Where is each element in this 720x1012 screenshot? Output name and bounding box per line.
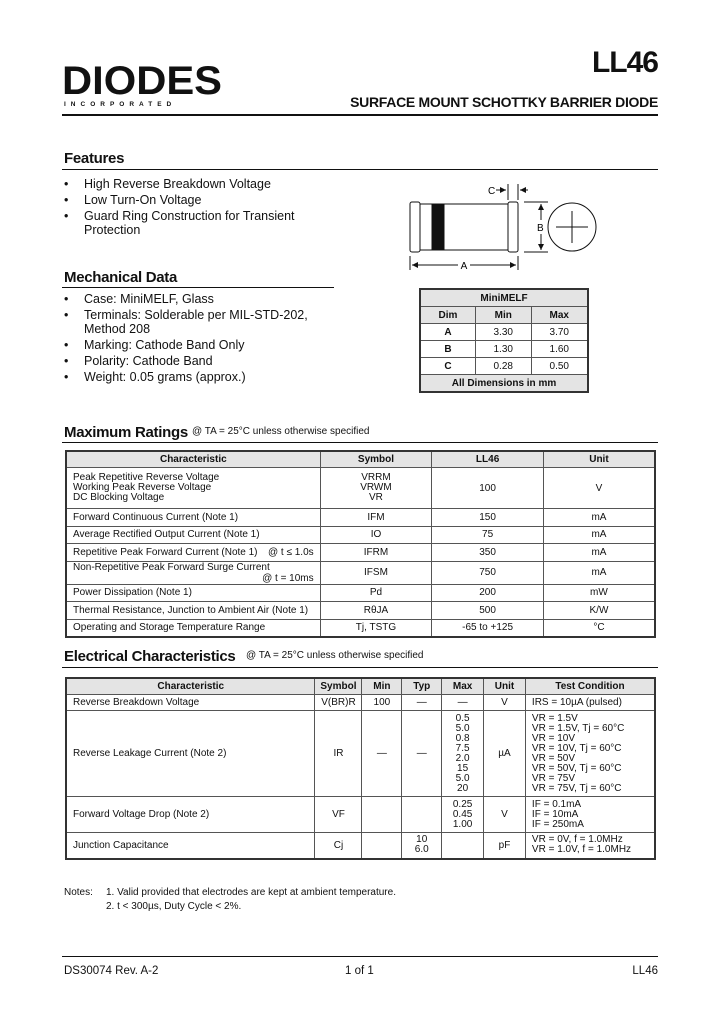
footer-page-number: 1 of 1 bbox=[345, 965, 374, 977]
header-rule bbox=[62, 114, 658, 116]
notes-list bbox=[106, 886, 396, 914]
electrical-rule bbox=[62, 667, 658, 668]
table-row: Average Rectified Output Current (Note 1) IO 75 mA bbox=[66, 526, 655, 544]
table-row: Reverse Breakdown Voltage V(BR)R 100 — — V IRS = 10µA (pulsed) bbox=[66, 695, 655, 711]
notes-label: Notes: bbox=[64, 887, 93, 898]
mechanical-list bbox=[62, 292, 334, 386]
part-number: LL46 bbox=[591, 46, 658, 79]
column-header: Dim bbox=[420, 307, 475, 324]
dim-label-c: C bbox=[488, 186, 496, 197]
table-row: Non-Repetitive Peak Forward Surge Current @ t = 10ms IFSM 750 mA bbox=[66, 561, 655, 584]
column-header: Test Condition bbox=[525, 678, 655, 695]
footer-doc-number: DS30074 Rev. A-2 bbox=[64, 965, 159, 977]
table-row: Peak Repetitive Reverse Voltage Working Peak Reverse Voltage DC Blocking Voltage VRRM VRWM VR 100 V bbox=[66, 468, 655, 509]
max-ratings-condition: @ TA = 25°C unless otherwise specified bbox=[192, 426, 370, 437]
table-row: Forward Continuous Current (Note 1) IFM 150 mA bbox=[66, 509, 655, 527]
logo-text: DIODES bbox=[62, 62, 222, 103]
electrical-table bbox=[65, 677, 656, 860]
table-row: C 0.28 0.50 bbox=[420, 358, 588, 375]
table-row: Operating and Storage Temperature Range Tj, TSTG -65 to +125 °C bbox=[66, 619, 655, 637]
max-ratings-table bbox=[65, 450, 656, 638]
note-item: 2. t < 300µs, Duty Cycle < 2%. bbox=[106, 901, 242, 912]
table-row: Junction Capacitance Cj 10 6.0 pF VR = 0V, f = 1.0MHz VR = 1.0V, f = 1.0MHz bbox=[66, 833, 655, 859]
column-header: Unit bbox=[484, 678, 526, 695]
list-item: • Terminals: Solderable per MIL-STD-202, Method 208 bbox=[62, 308, 334, 336]
features-list bbox=[62, 177, 332, 239]
logo-subtext: INCORPORATED bbox=[64, 101, 177, 108]
column-header: Max bbox=[442, 678, 484, 695]
list-item: • Case: MiniMELF, Glass bbox=[62, 292, 334, 306]
dimensions-table bbox=[419, 288, 589, 393]
footer-part-number: LL46 bbox=[632, 965, 658, 977]
list-item: • Low Turn-On Voltage bbox=[62, 193, 332, 207]
table-row: Forward Voltage Drop (Note 2) VF 0.25 0.45 1.00 V IF = 0.1mA IF = 10mA IF = 250mA bbox=[66, 797, 655, 833]
page-subtitle: SURFACE MOUNT SCHOTTKY BARRIER DIODE bbox=[350, 94, 658, 110]
package-outline-diagram bbox=[398, 176, 608, 276]
column-header: Symbol bbox=[320, 451, 432, 468]
column-header: Max bbox=[531, 307, 588, 324]
table-row: B 1.30 1.60 bbox=[420, 341, 588, 358]
table-row: Thermal Resistance, Junction to Ambient Air (Note 1) RθJA 500 K/W bbox=[66, 602, 655, 620]
mechanical-title: Mechanical Data bbox=[64, 269, 178, 286]
diodes-logo bbox=[62, 62, 242, 110]
table-row: A 3.30 3.70 bbox=[420, 324, 588, 341]
column-header: Min bbox=[362, 678, 402, 695]
column-header: Characteristic bbox=[66, 451, 320, 468]
electrical-condition: @ TA = 25°C unless otherwise specified bbox=[246, 650, 424, 661]
mechanical-rule bbox=[62, 287, 334, 288]
footer-rule bbox=[62, 956, 658, 957]
column-header: Min bbox=[475, 307, 531, 324]
dim-label-a: A bbox=[460, 261, 468, 272]
list-item: • Weight: 0.05 grams (approx.) bbox=[62, 370, 334, 384]
electrical-title: Electrical Characteristics bbox=[64, 648, 236, 665]
list-item: • High Reverse Breakdown Voltage bbox=[62, 177, 332, 191]
table-row: Reverse Leakage Current (Note 2) IR — — 0.5 5.0 0.8 7.5 2.0 15 5.0 20 µA VR = 1.5V VR = 1.5V, Tj = 60°C VR = 10V VR = 10V, Tj = 60°C VR = 50V VR = 50V, Tj = 60°C VR = 75V VR = 75V, Tj = 60°C bbox=[66, 711, 655, 797]
max-ratings-title: Maximum Ratings bbox=[64, 424, 188, 441]
list-item: • Marking: Cathode Band Only bbox=[62, 338, 334, 352]
list-item: • Guard Ring Construction for Transient Protection bbox=[62, 209, 332, 237]
column-header: Typ bbox=[402, 678, 442, 695]
list-item: • Polarity: Cathode Band bbox=[62, 354, 334, 368]
table-row: Repetitive Peak Forward Current (Note 1) @ t ≤ 1.0s IFRM 350 mA bbox=[66, 544, 655, 562]
column-header: Characteristic bbox=[66, 678, 315, 695]
dim-table-footer: All Dimensions in mm bbox=[420, 375, 588, 393]
table-row: Power Dissipation (Note 1) Pd 200 mW bbox=[66, 584, 655, 602]
dim-table-title: MiniMELF bbox=[420, 289, 588, 307]
features-title: Features bbox=[64, 150, 125, 167]
dim-label-b: B bbox=[537, 223, 544, 234]
note-item: 1. Valid provided that electrodes are kept at ambient temperature. bbox=[106, 887, 396, 898]
column-header: LL46 bbox=[432, 451, 544, 468]
column-header: Symbol bbox=[315, 678, 362, 695]
max-ratings-rule bbox=[62, 442, 658, 443]
features-rule bbox=[62, 169, 658, 170]
column-header: Unit bbox=[543, 451, 655, 468]
